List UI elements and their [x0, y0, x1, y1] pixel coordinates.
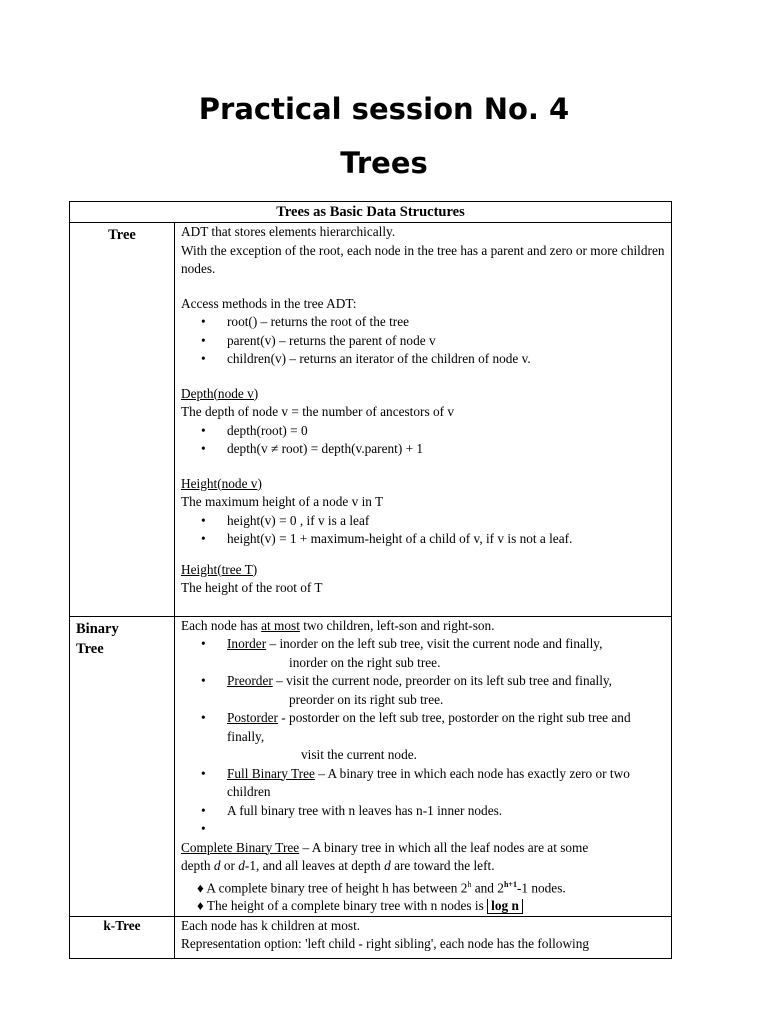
preorder-continuation: preorder on its right sub tree. [289, 691, 444, 707]
height-heading: Height(node v) [181, 475, 262, 491]
list-item: • root() – returns the root of the tree [227, 313, 665, 332]
k-tree-label: k-Tree [70, 916, 175, 958]
list-item: • height(v) = 1 + maximum-height of a child of v, if v is not a leaf. [227, 530, 665, 549]
binary-label-line1: Binary [76, 620, 119, 637]
list-item: • parent(v) – returns the parent of node v [227, 332, 665, 351]
inorder-heading: Inorder [227, 636, 267, 651]
traversal-list [181, 635, 665, 654]
complete-binary-heading: Complete Binary Tree [181, 839, 300, 855]
table-header: Trees as Basic Data Structures [70, 202, 672, 223]
list-item: • children(v) – returns an iterator of the children of node v. [227, 350, 665, 369]
binary-label-line2: Tree [76, 640, 104, 657]
table-header-row [70, 202, 672, 223]
tree-content [175, 223, 672, 617]
height-tree-heading: Height(tree T) [181, 561, 258, 577]
binary-tree-content [175, 616, 672, 916]
list-item: • height(v) = 0 , if v is a leaf [227, 512, 665, 531]
inorder-continuation: inorder on the right sub tree. [289, 654, 441, 670]
tree-definition: ADT that stores elements hierarchically. [181, 224, 396, 239]
complete-binary-line1: Complete Binary Tree – A binary tree in which all the leaf nodes are at some [181, 839, 589, 855]
access-methods-intro: Access methods in the tree ADT: [181, 295, 357, 311]
list-item-empty [227, 820, 665, 839]
binary-tree-label [70, 616, 175, 916]
binary-intro: Each node has at most two children, left-son and right-son. [181, 617, 495, 633]
trees-table [69, 201, 672, 959]
list-item: • depth(v ≠ root) = depth(v.parent) + 1 [227, 440, 665, 459]
postorder-heading: Postorder [227, 710, 278, 725]
height-definition: The maximum height of a node v in T [181, 494, 384, 509]
list-item: • Postorder - postorder on the left sub tree, postorder on the right sub tree and finally, [227, 709, 665, 746]
tree-parent-text: With the exception of the root, each node in the tree has a parent and zero or more children nodes. [181, 242, 665, 276]
depth-list [181, 422, 665, 459]
height-tree-definition: The height of the root of T [181, 580, 323, 595]
k-tree-row [70, 916, 672, 958]
complete-nodes-range: ♦ A complete binary tree of height h has between 2$^h$ and $2^{h+1}-1$ nodes. [197, 879, 566, 895]
height-list [181, 512, 665, 549]
list-item: • A full binary tree with n leaves has n-1 inner nodes. [227, 802, 665, 821]
k-tree-line1: Each node has k children at most. [181, 917, 361, 933]
list-item: • Full Binary Tree – A binary tree in which each node has exactly zero or two children [227, 765, 665, 802]
floor-log-n: log n [487, 899, 523, 914]
access-methods-list [181, 313, 665, 369]
postorder-continuation: visit the current node. [301, 747, 417, 762]
complete-binary-line2: depth d or d-1, and all leaves at depth d are toward the left. [181, 858, 495, 873]
depth-heading: Depth(node v) [181, 385, 259, 401]
k-tree-line2: Representation option: 'left child - right sibling', each node has the following [181, 936, 590, 952]
list-item: • Inorder – inorder on the left sub tree, visit the current node and finally, [227, 635, 665, 654]
depth-definition: The depth of node v = the number of ancestors of v [181, 404, 454, 419]
list-item: • depth(root) = 0 [227, 422, 665, 441]
full-binary-heading: Full Binary Tree [227, 765, 315, 781]
complete-height: ♦ The height of a complete binary tree with n nodes is log n [181, 897, 665, 916]
k-tree-content [175, 916, 672, 958]
binary-tree-row [70, 616, 672, 916]
tree-row [70, 223, 672, 617]
page-subtitle: Trees [340, 146, 428, 180]
page-title: Practical session No. 4 [198, 92, 570, 126]
list-item: • Preorder – visit the current node, preorder on its left sub tree and finally, [227, 672, 665, 691]
tree-label: Tree [70, 223, 175, 617]
preorder-heading: Preorder [227, 673, 273, 688]
